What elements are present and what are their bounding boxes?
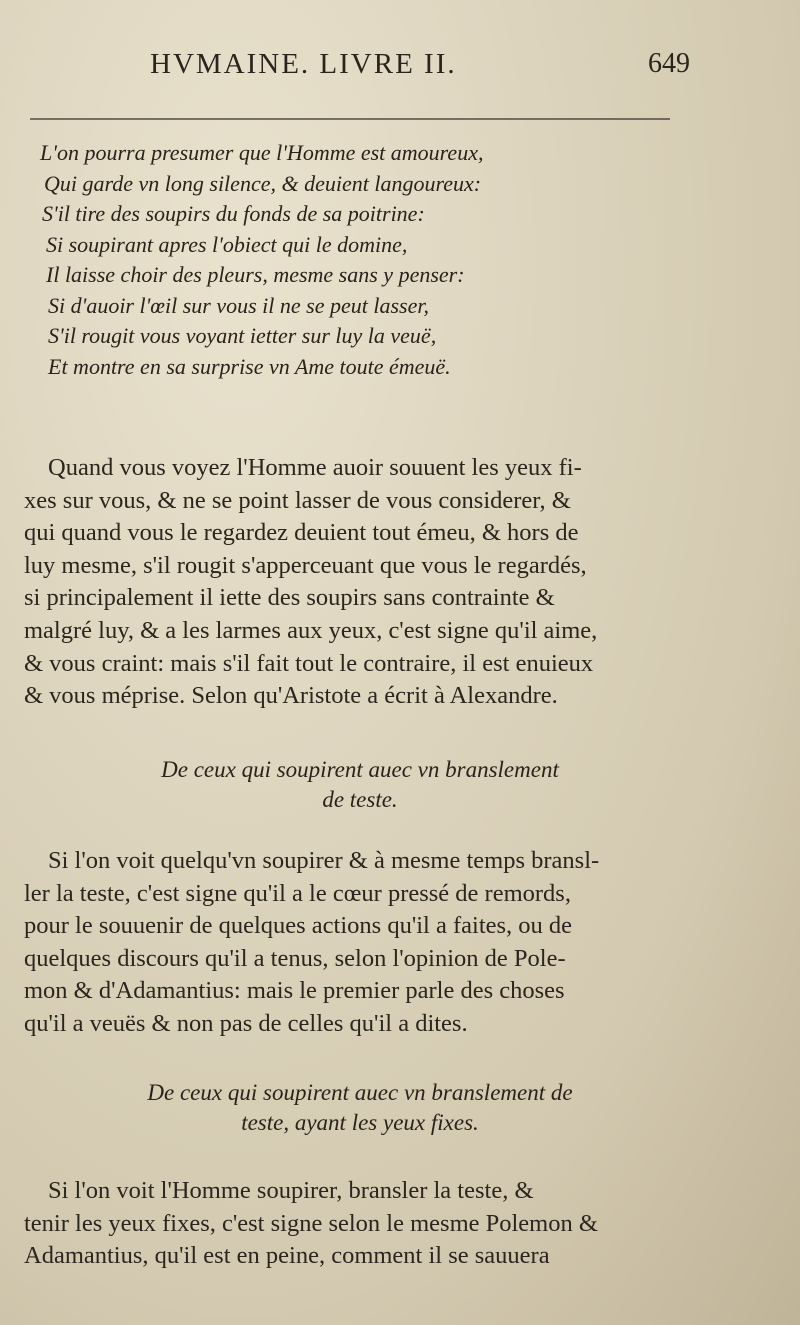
page-header <box>150 48 690 88</box>
text-line: qui quand vous le regardez deuient tout émeu, & hors de <box>24 519 579 547</box>
verse-line: S'il tire des soupirs du fonds de sa poitrine: <box>42 201 425 226</box>
paragraph-love-signs <box>24 452 714 713</box>
heading-line: de teste. <box>322 787 398 812</box>
heading-line: De ceux qui soupirent auec vn branslement de <box>147 1080 573 1105</box>
text-line: & vous craint: mais s'il fait tout le contraire, il est enuieux <box>24 649 594 677</box>
verse-line: Qui garde vn long silence, & deuient langoureux: <box>44 170 482 196</box>
verse-line: S'il rougit vous voyant ietter sur luy la veuë, <box>48 323 437 348</box>
header-rule <box>30 118 670 120</box>
text-line: quelques discours qu'il a tenus, selon l'opinion de Pole- <box>24 944 566 972</box>
section-heading <box>80 1078 640 1138</box>
heading-line: teste, ayant les yeux fixes. <box>241 1110 479 1135</box>
page-number: 649 <box>648 48 690 79</box>
verse-line: Il laisse choir des pleurs, mesme sans y penser: <box>46 262 465 287</box>
heading-line: De ceux qui soupirent auec vn branslement <box>161 757 559 782</box>
text-line: qu'il a veuës & non pas de celles qu'il a dites. <box>24 1009 468 1037</box>
text-line: xes sur vous, & ne se point lasser de vous considerer, & <box>24 486 571 514</box>
text-line: luy mesme, s'il rougit s'apperceuant que vous le regardés, <box>24 551 587 579</box>
verse-line: Et montre en sa surprise vn Ame toute émeuë. <box>48 353 451 379</box>
verse-line: Si d'auoir l'œil sur vous il ne se peut lasser, <box>48 292 429 318</box>
text-line: Adamantius, qu'il est en peine, comment il se sauuera <box>24 1242 550 1270</box>
text-line: pour le souuenir de quelques actions qu'il a faites, ou de <box>24 912 573 940</box>
paragraph-sighing-head-shake <box>24 845 714 1041</box>
section-heading <box>80 755 640 815</box>
text-line: tenir les yeux fixes, c'est signe selon le mesme Polemon & <box>24 1209 598 1237</box>
text-line: Si l'on voit quelqu'vn soupirer & à mesme temps bransl- <box>48 847 600 874</box>
text-line: si principalement il iette des soupirs sans contrainte & <box>24 584 555 612</box>
text-line: ler la teste, c'est signe qu'il a le cœur pressé de remords, <box>24 879 571 907</box>
text-line: malgré luy, & a les larmes aux yeux, c'est signe qu'il aime, <box>24 616 598 644</box>
paragraph-fixed-eyes <box>24 1175 714 1273</box>
text-line: Si l'on voit l'Homme soupirer, bransler la teste, & <box>48 1177 534 1204</box>
verse-line: L'on pourra presumer que l'Homme est amoureux, <box>40 140 484 165</box>
text-line: & vous méprise. Selon qu'Aristote a écrit à Alexandre. <box>24 682 558 710</box>
verse-block <box>40 138 650 382</box>
text-line: Quand vous voyez l'Homme auoir souuent les yeux fi- <box>48 454 582 481</box>
running-head: HVMAINE. LIVRE II. <box>150 48 457 80</box>
verse-line: Si soupirant apres l'obiect qui le domine, <box>46 231 408 257</box>
text-line: mon & d'Adamantius: mais le premier parle des choses <box>24 977 565 1005</box>
